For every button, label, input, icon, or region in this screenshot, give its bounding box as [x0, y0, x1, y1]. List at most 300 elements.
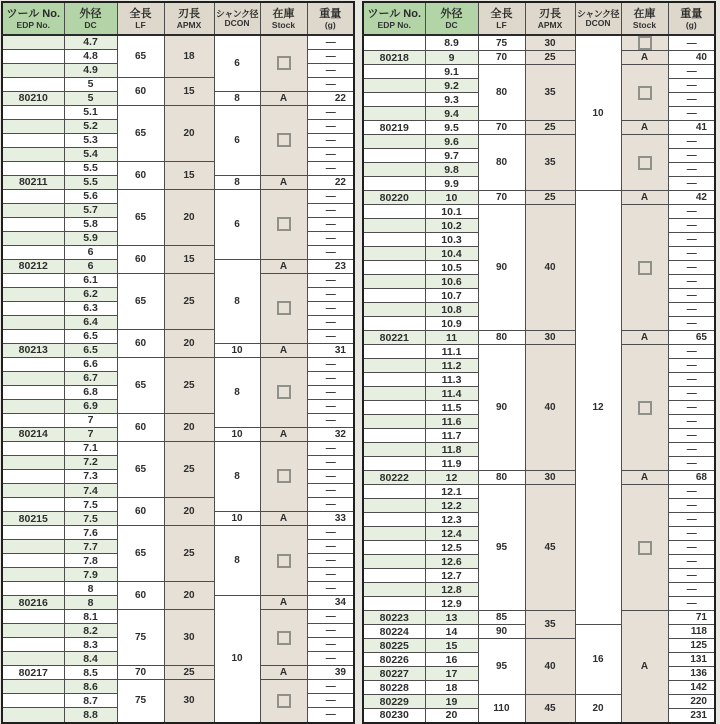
cell-dc: 11.8: [425, 443, 478, 457]
cell-edp: 80215: [2, 512, 64, 526]
cell-dc: 9.7: [425, 149, 478, 163]
table-row: [2, 35, 354, 49]
cell-stock: [260, 273, 307, 343]
cell-edp: 80216: [2, 596, 64, 610]
column-header-jp-label: 全長: [490, 7, 513, 20]
cell-wt: —: [307, 399, 354, 413]
cell-edp: 80214: [2, 427, 64, 441]
cell-apmx: 45: [525, 695, 575, 723]
column-header-en-label: EDP No.: [377, 19, 411, 30]
cell-dcon: 8: [214, 259, 260, 343]
cell-dc: 9.4: [425, 107, 478, 121]
column-header-en-label: APMX: [537, 19, 563, 30]
cell-wt: —: [668, 359, 715, 373]
column-header-jp-label: ツール No.: [367, 7, 422, 20]
cell-dc: 5.5: [64, 161, 117, 175]
cell-wt: —: [307, 441, 354, 455]
cell-edp: 80219: [363, 121, 425, 135]
cell-edp: [363, 317, 425, 331]
cell-dc: 11.4: [425, 387, 478, 401]
cell-wt: —: [668, 163, 715, 177]
column-header-en-label: Stock: [632, 19, 657, 30]
cell-lf: 60: [117, 245, 164, 273]
cell-edp: [2, 357, 64, 371]
cell-stock: [621, 135, 668, 191]
cell-edp: [2, 610, 64, 624]
cell-apmx: 20: [164, 498, 214, 526]
cell-wt: —: [668, 415, 715, 429]
column-header-jp-label: 刃長: [539, 7, 561, 20]
cell-edp: [363, 597, 425, 611]
cell-dc: 10.4: [425, 247, 478, 261]
cell-wt: —: [668, 387, 715, 401]
cell-lf: 65: [117, 105, 164, 161]
cell-apmx: 15: [164, 77, 214, 105]
cell-lf: 75: [478, 35, 525, 51]
cell-edp: [2, 189, 64, 203]
cell-lf: 70: [117, 666, 164, 680]
stock-checkbox-icon[interactable]: [638, 86, 652, 100]
cell-edp: [2, 133, 64, 147]
cell-dc: 8.8: [64, 708, 117, 723]
cell-dc: 10.8: [425, 303, 478, 317]
column-header-en-label: LF: [135, 19, 146, 30]
cell-edp: [363, 93, 425, 107]
stock-checkbox-icon[interactable]: [638, 261, 652, 275]
cell-wt: —: [307, 231, 354, 245]
cell-edp: [363, 289, 425, 303]
stock-checkbox-icon[interactable]: [638, 156, 652, 170]
cell-wt: —: [668, 555, 715, 569]
cell-apmx: 20: [164, 413, 214, 441]
stock-checkbox-icon[interactable]: [277, 133, 291, 147]
cell-dc: 12.4: [425, 527, 478, 541]
cell-edp: [2, 329, 64, 343]
stock-checkbox-icon[interactable]: [277, 56, 291, 70]
cell-edp: [2, 469, 64, 483]
cell-wt: 34: [307, 596, 354, 610]
cell-dcon: 8: [214, 175, 260, 189]
cell-edp: [363, 429, 425, 443]
cell-dcon: 10: [214, 427, 260, 441]
cell-wt: —: [307, 147, 354, 161]
column-header-en-label: LF: [496, 19, 507, 30]
cell-dc: 11.7: [425, 429, 478, 443]
cell-dc: 10.6: [425, 275, 478, 289]
cell-apmx: 25: [525, 51, 575, 65]
cell-dc: 20: [425, 709, 478, 723]
cell-wt: —: [668, 261, 715, 275]
cell-dc: 10.7: [425, 289, 478, 303]
cell-wt: —: [307, 203, 354, 217]
cell-dc: 8.3: [64, 638, 117, 652]
cell-apmx: 25: [525, 191, 575, 205]
cell-edp: [363, 583, 425, 597]
cell-wt: —: [307, 694, 354, 708]
cell-wt: —: [668, 289, 715, 303]
cell-dcon: 10: [214, 512, 260, 526]
cell-stock: [260, 610, 307, 666]
cell-edp: 80228: [363, 681, 425, 695]
column-header-en-label: APMX: [176, 19, 202, 30]
cell-wt: —: [668, 513, 715, 527]
cell-apmx: 20: [164, 105, 214, 161]
cell-lf: 65: [117, 526, 164, 582]
cell-dc: 11.6: [425, 415, 478, 429]
header-row: [2, 2, 354, 35]
cell-edp: [363, 569, 425, 583]
cell-dc: 11: [425, 331, 478, 345]
stock-checkbox-icon[interactable]: [277, 301, 291, 315]
stock-checkbox-icon[interactable]: [638, 541, 652, 555]
cell-wt: 41: [668, 121, 715, 135]
cell-stock: A: [260, 343, 307, 357]
cell-apmx: 45: [525, 485, 575, 611]
cell-wt: 68: [668, 471, 715, 485]
cell-wt: —: [668, 527, 715, 541]
cell-edp: [2, 49, 64, 63]
cell-edp: [2, 526, 64, 540]
cell-wt: —: [307, 554, 354, 568]
cell-stock: [621, 65, 668, 121]
cell-lf: 110: [478, 695, 525, 723]
cell-edp: [363, 359, 425, 373]
cell-apmx: 30: [164, 610, 214, 666]
cell-wt: —: [668, 457, 715, 471]
cell-dc: 8.5: [64, 666, 117, 680]
cell-edp: [363, 485, 425, 499]
cell-dcon: 6: [214, 189, 260, 259]
cell-edp: [2, 455, 64, 469]
cell-dc: 12.6: [425, 555, 478, 569]
cell-dc: 9: [425, 51, 478, 65]
cell-wt: —: [668, 65, 715, 79]
cell-dc: 17: [425, 667, 478, 681]
cell-dc: 19: [425, 695, 478, 709]
cell-wt: —: [307, 329, 354, 343]
cell-dc: 10.5: [425, 261, 478, 275]
cell-edp: [2, 35, 64, 49]
cell-lf: 70: [478, 121, 525, 135]
cell-dc: 15: [425, 639, 478, 653]
cell-wt: —: [307, 708, 354, 723]
cell-wt: —: [307, 455, 354, 469]
cell-stock: A: [260, 512, 307, 526]
cell-wt: —: [668, 499, 715, 513]
cell-edp: [2, 652, 64, 666]
cell-dc: 13: [425, 611, 478, 625]
cell-wt: —: [307, 217, 354, 231]
cell-wt: —: [307, 189, 354, 203]
cell-wt: 33: [307, 512, 354, 526]
cell-wt: —: [307, 624, 354, 638]
cell-wt: 31: [307, 343, 354, 357]
cell-wt: —: [668, 583, 715, 597]
cell-edp: [2, 301, 64, 315]
stock-checkbox-icon[interactable]: [277, 554, 291, 568]
cell-wt: —: [668, 317, 715, 331]
cell-edp: [2, 147, 64, 161]
cell-dc: 7: [64, 413, 117, 427]
cell-apmx: 15: [164, 245, 214, 273]
column-header-apmx: [164, 2, 214, 35]
cell-stock: A: [260, 666, 307, 680]
column-header-stock: [260, 2, 307, 35]
cell-lf: 60: [117, 77, 164, 105]
column-header-en-label: (g): [324, 19, 336, 30]
cell-dc: 12.2: [425, 499, 478, 513]
cell-edp: [363, 345, 425, 359]
cell-edp: [363, 247, 425, 261]
column-header-jp-label: 外径: [79, 7, 102, 20]
cell-dc: 12.7: [425, 569, 478, 583]
table-row: [363, 35, 715, 51]
column-header-jp-label: 在庫: [633, 7, 656, 20]
cell-dc: 6.4: [64, 315, 117, 329]
cell-dc: 4.9: [64, 63, 117, 77]
column-header-en-label: (g): [685, 19, 697, 30]
cell-dc: 8.9: [425, 35, 478, 51]
cell-dc: 6.3: [64, 301, 117, 315]
cell-edp: [363, 233, 425, 247]
table-row: [363, 611, 715, 625]
stock-checkbox-icon[interactable]: [277, 469, 291, 483]
tool-catalog-table-left: [1, 1, 355, 724]
cell-edp: [2, 568, 64, 582]
cell-dcon: 10: [214, 343, 260, 357]
cell-wt: —: [307, 652, 354, 666]
cell-wt: —: [307, 357, 354, 371]
column-header-edp: [2, 2, 64, 35]
cell-apmx: 18: [164, 35, 214, 77]
column-header-wt: [668, 2, 715, 35]
cell-wt: 22: [307, 175, 354, 189]
cell-edp: [2, 217, 64, 231]
cell-stock: A: [621, 51, 668, 65]
cell-dc: 7: [64, 427, 117, 441]
cell-dc: 9.1: [425, 65, 478, 79]
cell-edp: 80212: [2, 259, 64, 273]
column-header-en-label: EDP No.: [16, 19, 50, 30]
cell-edp: [2, 371, 64, 385]
cell-dc: 12.3: [425, 513, 478, 527]
cell-dc: 5.2: [64, 119, 117, 133]
cell-dc: 9.2: [425, 79, 478, 93]
cell-edp: [363, 415, 425, 429]
cell-wt: 32: [307, 427, 354, 441]
cell-apmx: 35: [525, 65, 575, 121]
table-row: [2, 357, 354, 371]
cell-wt: —: [668, 233, 715, 247]
cell-wt: 131: [668, 653, 715, 667]
cell-stock: A: [621, 191, 668, 205]
cell-lf: 80: [478, 135, 525, 191]
cell-edp: [363, 387, 425, 401]
table-row: [2, 680, 354, 694]
cell-wt: —: [668, 177, 715, 191]
cell-dc: 12.5: [425, 541, 478, 555]
table-row: [363, 485, 715, 499]
cell-stock: A: [260, 596, 307, 610]
cell-edp: 80211: [2, 175, 64, 189]
cell-dc: 10.3: [425, 233, 478, 247]
cell-stock: A: [621, 611, 668, 723]
cell-wt: —: [668, 79, 715, 93]
column-header-en-label: DCON: [585, 18, 611, 29]
cell-lf: 70: [478, 51, 525, 65]
cell-dc: 5.9: [64, 231, 117, 245]
cell-dc: 5.5: [64, 175, 117, 189]
cell-wt: 23: [307, 259, 354, 273]
cell-wt: —: [668, 219, 715, 233]
cell-apmx: 40: [525, 205, 575, 331]
cell-wt: —: [307, 245, 354, 259]
cell-edp: [363, 205, 425, 219]
cell-edp: [363, 527, 425, 541]
cell-dc: 11.1: [425, 345, 478, 359]
cell-edp: [2, 708, 64, 723]
cell-edp: [2, 105, 64, 119]
cell-edp: 80213: [2, 343, 64, 357]
cell-dcon: 6: [214, 105, 260, 175]
cell-edp: [363, 35, 425, 51]
cell-dcon: 10: [575, 35, 621, 191]
cell-stock: A: [621, 331, 668, 345]
stock-checkbox-icon[interactable]: [277, 631, 291, 645]
cell-wt: —: [307, 301, 354, 315]
cell-edp: [2, 624, 64, 638]
cell-lf: 90: [478, 345, 525, 471]
stock-checkbox-icon[interactable]: [277, 385, 291, 399]
cell-dcon: 6: [214, 35, 260, 91]
cell-edp: 80224: [363, 625, 425, 639]
cell-wt: —: [668, 303, 715, 317]
cell-wt: —: [307, 273, 354, 287]
cell-lf: 80: [478, 65, 525, 121]
cell-apmx: 25: [525, 121, 575, 135]
cell-apmx: 20: [164, 582, 214, 610]
cell-edp: [363, 163, 425, 177]
cell-stock: [260, 35, 307, 91]
column-header-en-label: DC: [84, 19, 97, 30]
cell-wt: —: [307, 484, 354, 498]
cell-wt: —: [668, 401, 715, 415]
cell-edp: [2, 540, 64, 554]
stock-checkbox-icon[interactable]: [277, 694, 291, 708]
cell-lf: 65: [117, 189, 164, 245]
cell-lf: 95: [478, 485, 525, 611]
stock-checkbox-icon[interactable]: [277, 217, 291, 231]
cell-edp: [2, 63, 64, 77]
cell-edp: [363, 219, 425, 233]
table-row: [363, 121, 715, 135]
cell-stock: [621, 205, 668, 331]
table-row: [2, 273, 354, 287]
column-header-jp-label: 全長: [129, 7, 152, 20]
cell-wt: —: [307, 413, 354, 427]
cell-dc: 6.7: [64, 371, 117, 385]
cell-lf: 85: [478, 611, 525, 625]
cell-wt: —: [307, 315, 354, 329]
cell-lf: 90: [478, 205, 525, 331]
cell-dcon: 8: [214, 441, 260, 511]
cell-dc: 7.8: [64, 554, 117, 568]
cell-stock: A: [260, 427, 307, 441]
column-header-apmx: [525, 2, 575, 35]
stock-checkbox-icon[interactable]: [638, 36, 652, 50]
column-header-jp-label: 在庫: [272, 7, 295, 20]
column-header-jp-label: 重量: [680, 7, 703, 20]
cell-wt: —: [307, 638, 354, 652]
cell-apmx: 25: [164, 357, 214, 413]
stock-checkbox-icon[interactable]: [638, 401, 652, 415]
cell-wt: —: [668, 107, 715, 121]
cell-wt: 22: [307, 91, 354, 105]
column-header-dcon: [214, 2, 260, 35]
cell-wt: 65: [668, 331, 715, 345]
cell-lf: 90: [478, 625, 525, 639]
cell-lf: 60: [117, 582, 164, 610]
cell-dc: 9.9: [425, 177, 478, 191]
cell-dcon: 8: [214, 526, 260, 596]
cell-dc: 8: [64, 596, 117, 610]
cell-wt: 42: [668, 191, 715, 205]
column-header-jp-label: 外径: [440, 7, 463, 20]
cell-edp: [2, 554, 64, 568]
cell-wt: —: [307, 498, 354, 512]
table-row: [2, 610, 354, 624]
cell-dc: 9.8: [425, 163, 478, 177]
column-header-jp-label: 刃長: [178, 7, 200, 20]
table-row: [2, 666, 354, 680]
tool-catalog-table-right: [362, 1, 716, 724]
column-header-en-label: Stock: [271, 19, 296, 30]
cell-wt: —: [307, 582, 354, 596]
cell-dc: 6.6: [64, 357, 117, 371]
cell-edp: [2, 413, 64, 427]
cell-dc: 7.1: [64, 441, 117, 455]
cell-edp: 80210: [2, 91, 64, 105]
cell-lf: 65: [117, 357, 164, 413]
cell-dc: 5.1: [64, 105, 117, 119]
cell-lf: 65: [117, 441, 164, 497]
cell-edp: [2, 77, 64, 91]
cell-lf: 65: [117, 273, 164, 329]
cell-dcon: 16: [575, 625, 621, 695]
cell-edp: [2, 694, 64, 708]
cell-dc: 5.4: [64, 147, 117, 161]
cell-edp: 80218: [363, 51, 425, 65]
cell-edp: [2, 582, 64, 596]
cell-dc: 10.9: [425, 317, 478, 331]
cell-wt: —: [668, 93, 715, 107]
table-row: [2, 441, 354, 455]
cell-dc: 5.3: [64, 133, 117, 147]
table-row: [363, 135, 715, 149]
column-header-jp-label: シャンク径: [215, 9, 259, 20]
cell-dc: 5: [64, 91, 117, 105]
cell-dc: 4.8: [64, 49, 117, 63]
cell-dc: 12.9: [425, 597, 478, 611]
cell-wt: —: [307, 49, 354, 63]
cell-wt: —: [668, 485, 715, 499]
cell-stock: A: [260, 91, 307, 105]
cell-wt: —: [307, 540, 354, 554]
cell-wt: 118: [668, 625, 715, 639]
cell-apmx: 25: [164, 273, 214, 329]
cell-stock: [260, 526, 307, 596]
cell-dc: 5.8: [64, 217, 117, 231]
